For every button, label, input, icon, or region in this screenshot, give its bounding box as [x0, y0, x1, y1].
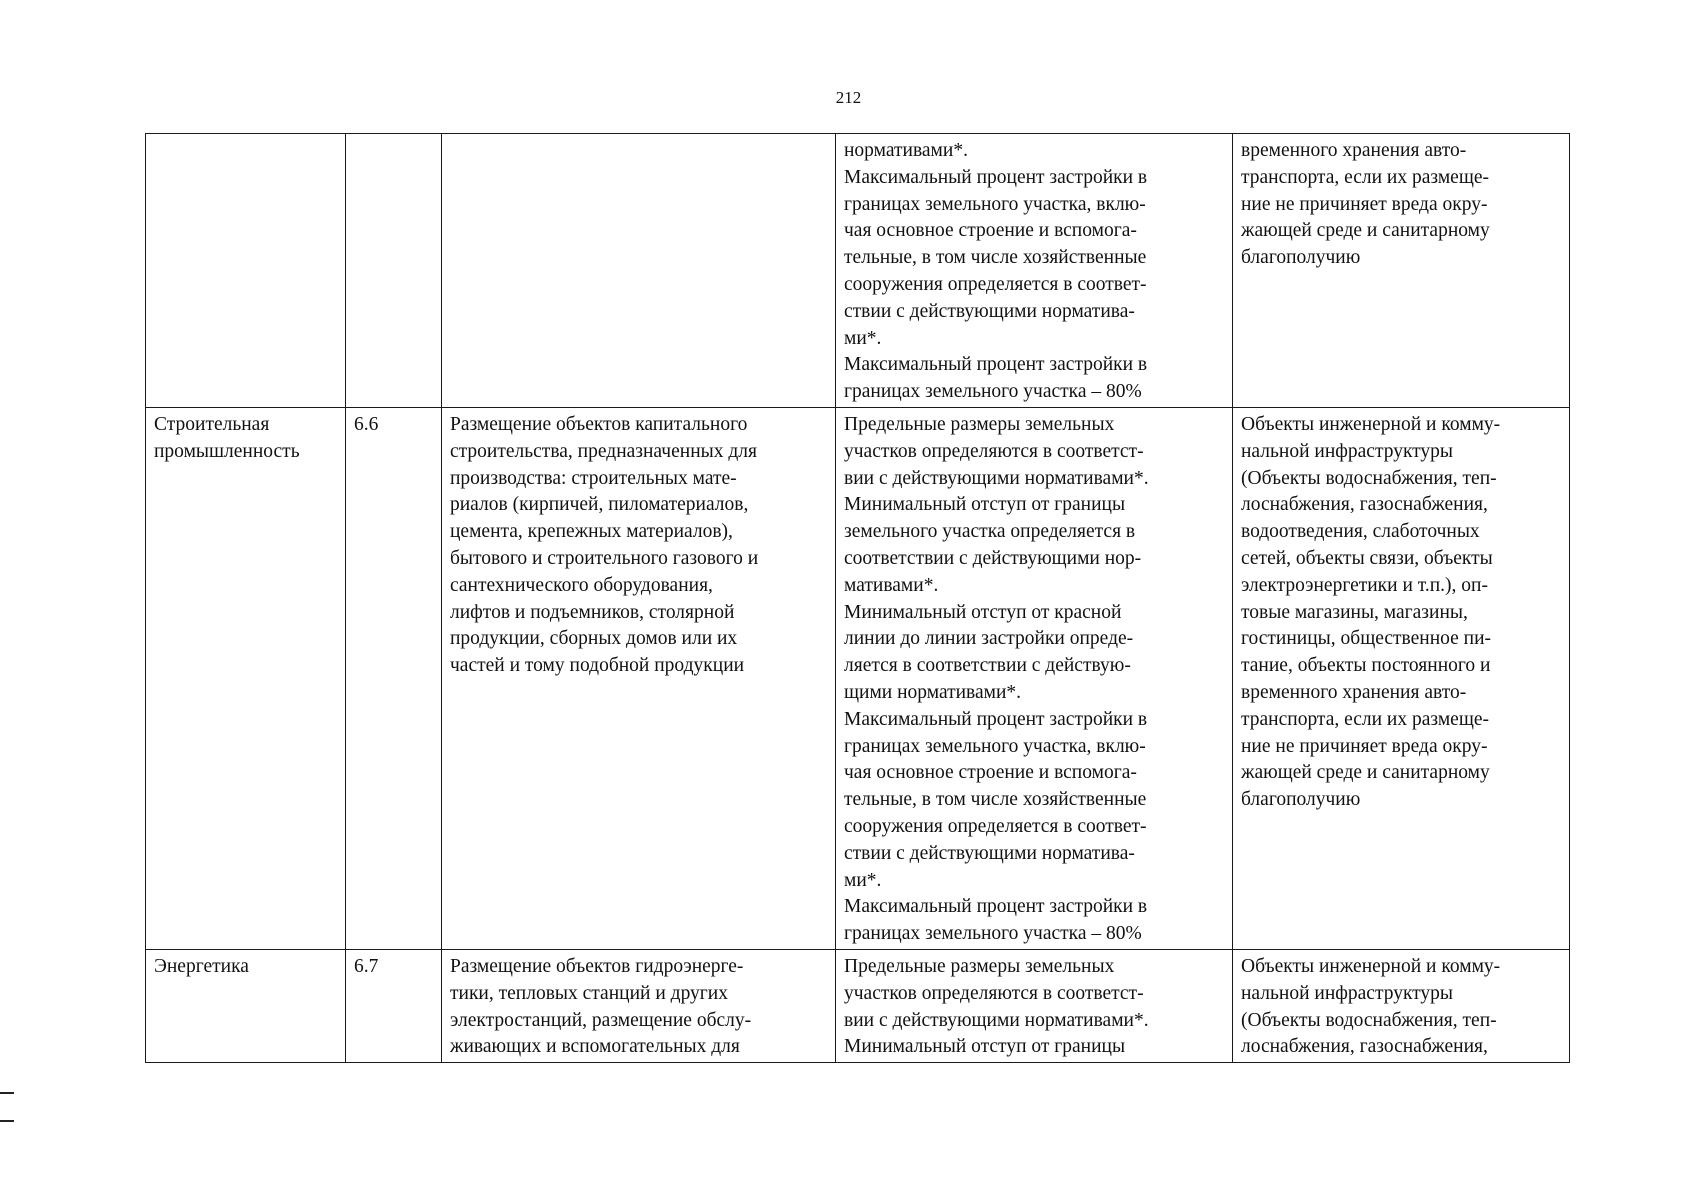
margin-mark-bottom [0, 1120, 14, 1122]
land-use-parameters-cell [836, 408, 1233, 950]
cell-text-line: Минимальный отступ от границы [844, 1036, 1126, 1058]
cell-text-line: временного хранения авто- [1241, 140, 1467, 161]
land-use-code-cell [346, 408, 442, 950]
land-use-code-cell [346, 950, 442, 1063]
land-use-parameters-cell [836, 950, 1233, 1063]
cell-text-line: участков определяются в соответст- [844, 982, 1144, 1004]
page-number: 212 [835, 88, 862, 107]
cell-text-line: ствии с действующими норматива- [844, 842, 1135, 864]
cell-text-line: Максимальный процент застройки в [844, 896, 1148, 918]
cell-text-line: земельного участка определяется в [844, 521, 1136, 543]
cell-text-line: сантехнического оборудования, [450, 574, 713, 596]
cell-text-line: лифтов и подъемников, столярной [450, 601, 735, 623]
cell-text-line: водоотведения, слаботочных [1241, 521, 1480, 543]
cell-text-line: 6.7 [354, 956, 379, 977]
table-row [146, 950, 1570, 1063]
cell-text-line: ми*. [844, 869, 882, 891]
cell-text-line: ляется в соответствии с действую- [844, 655, 1131, 677]
cell-text-line: тельные, в том числе хозяйственные [844, 247, 1147, 269]
cell-text-line: участков определяются в соответст- [844, 440, 1144, 462]
land-use-name-cell [146, 950, 346, 1063]
cell-text-line: чая основное строение и вспомога- [844, 220, 1137, 242]
cell-text-line: ние не причиняет вреда окру- [1241, 193, 1488, 215]
cell-text-line: жающей среде и санитарному [1241, 762, 1490, 784]
cell-text-line: живающих и вспомогательных для [450, 1036, 740, 1058]
cell-text-line: бытового и строительного газового и [450, 547, 759, 569]
cell-text-line: риалов (кирпичей, пиломатериалов, [450, 494, 749, 516]
land-use-description-cell [442, 950, 836, 1063]
cell-text-line: вии с действующими нормативами*. [844, 1009, 1149, 1031]
cell-text-line: Размещение объектов капитального [450, 414, 748, 435]
cell-text-line: Максимальный процент застройки в [844, 354, 1148, 376]
cell-text-line: Объекты инженерной и комму- [1241, 956, 1501, 977]
land-use-regulations-table [145, 133, 1570, 1063]
cell-text-line: Минимальный отступ от красной [844, 601, 1122, 623]
cell-text-line: границах земельного участка – 80% [844, 381, 1142, 403]
cell-text-line: гостиницы, общественное пи- [1241, 628, 1492, 650]
cell-text-line: Строительная [154, 414, 270, 435]
cell-text-line: Минимальный отступ от границы [844, 494, 1126, 516]
auxiliary-uses-cell [1233, 134, 1570, 408]
cell-text-line: Энергетика [154, 956, 249, 977]
cell-text-line: Предельные размеры земельных [844, 956, 1115, 977]
cell-text-line: Максимальный процент застройки в [844, 166, 1148, 188]
cell-text-line: границах земельного участка – 80% [844, 923, 1142, 945]
cell-text-line: транспорта, если их размеще- [1241, 166, 1489, 188]
cell-text-line: Объекты инженерной и комму- [1241, 414, 1501, 435]
cell-text-line: товые магазины, магазины, [1241, 601, 1468, 623]
cell-text-line: тание, объекты постоянного и [1241, 655, 1491, 677]
cell-text-line: частей и тому подобной продукции [450, 655, 745, 677]
auxiliary-uses-cell [1233, 408, 1570, 950]
cell-text-line: ствии с действующими норматива- [844, 300, 1135, 322]
cell-text-line: лоснабжения, газоснабжения, [1241, 494, 1488, 516]
cell-text-line: Размещение объектов гидроэнерге- [450, 956, 744, 977]
table-row [146, 408, 1570, 950]
cell-text-line: производства: строительных мате- [450, 467, 737, 489]
cell-text-line: сооружения определяется в соответ- [844, 815, 1147, 837]
auxiliary-uses-cell [1233, 950, 1570, 1063]
cell-text-line: щими нормативами*. [844, 681, 1022, 703]
land-use-name-cell [146, 408, 346, 950]
land-use-code-cell [346, 134, 442, 408]
cell-text-line: транспорта, если их размеще- [1241, 708, 1489, 730]
cell-text-line: жающей среде и санитарному [1241, 220, 1490, 242]
cell-text-line: тельные, в том числе хозяйственные [844, 789, 1147, 811]
cell-text-line: (Объекты водоснабжения, теп- [1241, 467, 1497, 489]
cell-text-line: мативами*. [844, 574, 939, 596]
cell-text-line: электроэнергетики и т.п.), оп- [1241, 574, 1488, 596]
cell-text-line: (Объекты водоснабжения, теп- [1241, 1009, 1497, 1031]
land-use-name-cell [146, 134, 346, 408]
cell-text-line: границах земельного участка, вклю- [844, 193, 1146, 215]
cell-text-line: ние не причиняет вреда окру- [1241, 735, 1488, 757]
cell-text-line: сооружения определяется в соответ- [844, 273, 1147, 295]
cell-text-line: чая основное строение и вспомога- [844, 762, 1137, 784]
cell-text-line: вии с действующими нормативами*. [844, 467, 1149, 489]
cell-text-line: благополучию [1241, 789, 1361, 811]
cell-text-line: временного хранения авто- [1241, 681, 1467, 703]
land-use-description-cell [442, 408, 836, 950]
cell-text-line: нальной инфраструктуры [1241, 982, 1454, 1004]
cell-text-line: сетей, объекты связи, объекты [1241, 547, 1493, 569]
cell-text-line: тики, тепловых станций и других [450, 982, 728, 1004]
cell-text-line: нормативами*. [844, 140, 968, 161]
margin-mark-top [0, 1092, 14, 1094]
cell-text-line: лоснабжения, газоснабжения, [1241, 1036, 1488, 1058]
cell-text-line: границах земельного участка, вклю- [844, 735, 1146, 757]
land-use-description-cell [442, 134, 836, 408]
cell-text-line: нальной инфраструктуры [1241, 440, 1454, 462]
land-use-parameters-cell [836, 134, 1233, 408]
cell-text-line: линии до линии застройки опреде- [844, 628, 1134, 650]
cell-text-line: Максимальный процент застройки в [844, 708, 1148, 730]
cell-text-line: 6.6 [354, 414, 379, 435]
cell-text-line: строительства, предназначенных для [450, 440, 757, 462]
cell-text-line: промышленность [154, 440, 300, 462]
cell-text-line: благополучию [1241, 247, 1361, 269]
cell-text-line: соответствии с действующими нор- [844, 547, 1142, 569]
table-row [146, 134, 1570, 408]
cell-text-line: Предельные размеры земельных [844, 414, 1115, 435]
cell-text-line: цемента, крепежных материалов), [450, 521, 733, 543]
cell-text-line: ми*. [844, 327, 882, 349]
cell-text-line: электростанций, размещение обслу- [450, 1009, 752, 1031]
cell-text-line: продукции, сборных домов или их [450, 628, 738, 650]
